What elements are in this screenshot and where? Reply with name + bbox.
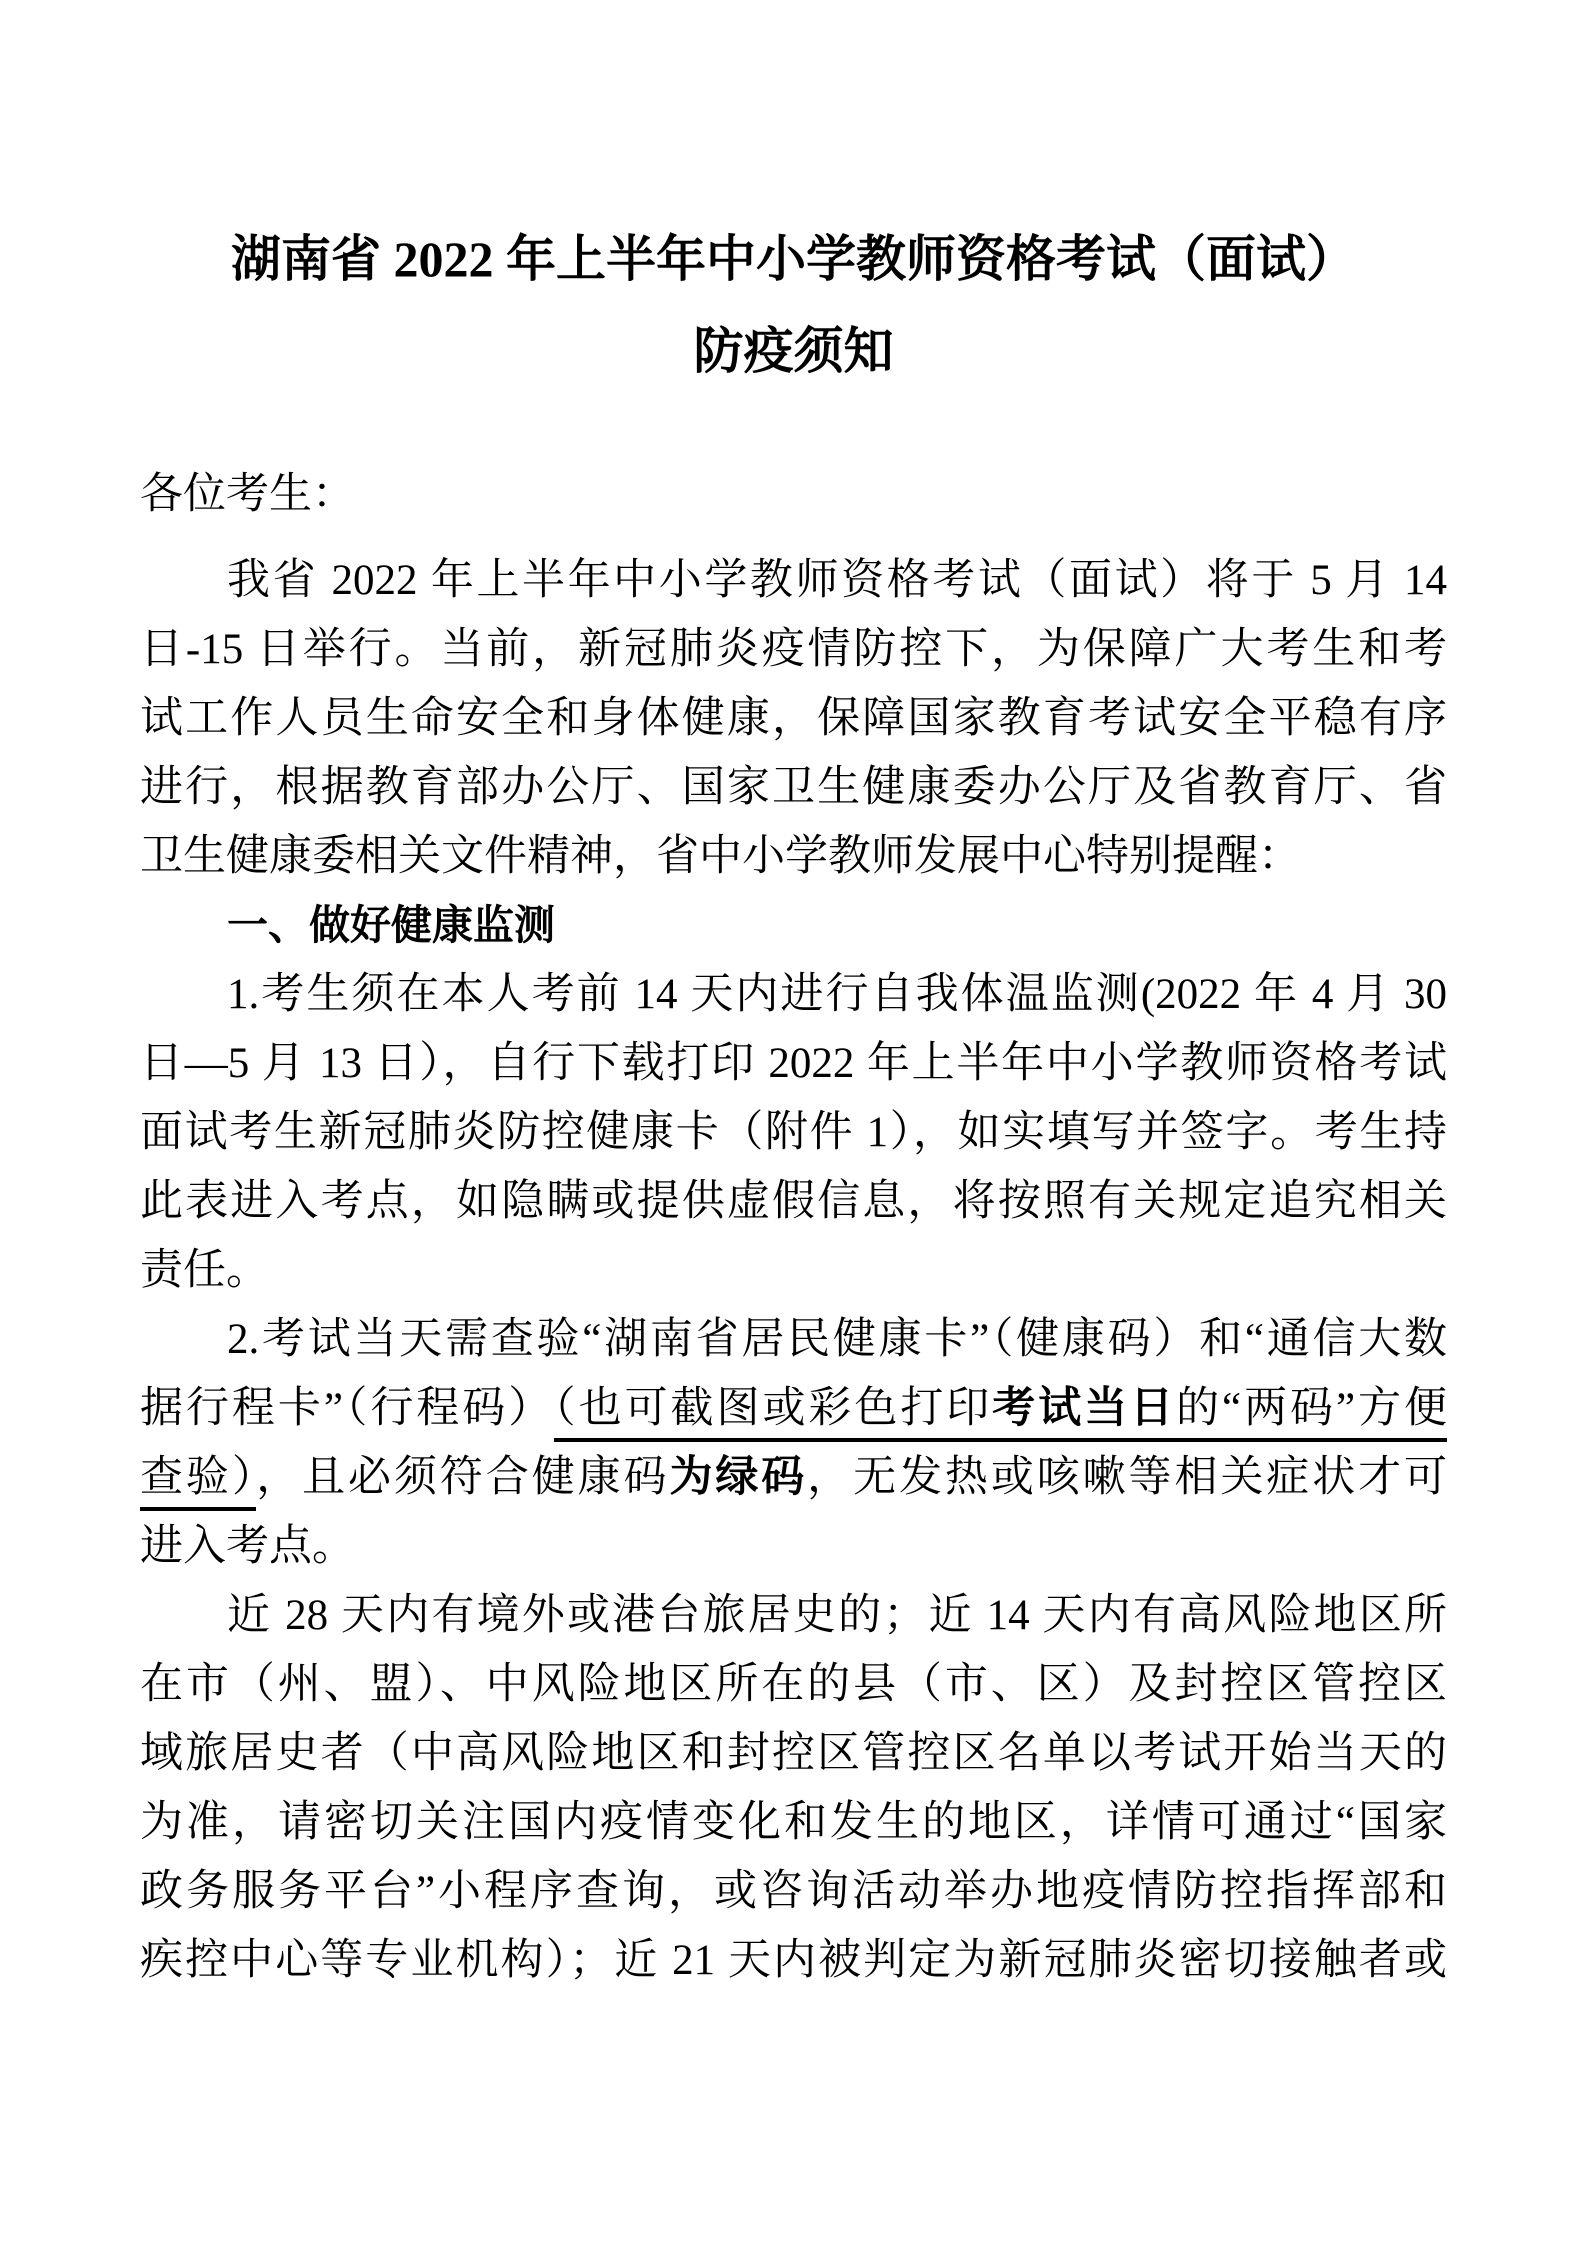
document-title-line2: 防疫须知 (693, 323, 894, 379)
text-segment: 此表进入考点，如隐瞒或提供虚假信息，将按照有关规定追究相关 (140, 1178, 1447, 1225)
text-line (140, 1374, 1447, 1443)
text-segment: 一、做好健康监测 (227, 902, 555, 948)
text-segment: 在市（州、盟）、中风险地区所在的县（市、区）及封控区管控区 (140, 1661, 1447, 1708)
text-segment: ，无发热或咳嗽等相关症状才可 (807, 1454, 1448, 1501)
text-segment: 疾控中心等专业机构）；近 21 天内被判定为新冠肺炎密切接触者或 (140, 1937, 1447, 1984)
text-line (140, 1098, 1447, 1167)
text-segment: 的“两码”方便 (1176, 1385, 1447, 1442)
text-line (140, 1788, 1447, 1857)
text-segment: 日—5 月 13 日），自行下载打印 2022 年上半年中小学教师资格考试 (140, 1040, 1447, 1087)
document-title-line1: 湖南省 2022 年上半年中小学教师资格考试（面试） (231, 231, 1356, 287)
text-segment: 日-15 日举行。当前，新冠肺炎疫情防控下，为保障广大考生和考 (140, 626, 1447, 673)
text-segment: 据行程卡”（行程码） (140, 1385, 555, 1432)
text-line (140, 1236, 1447, 1305)
text-line (140, 1581, 1447, 1650)
document-body (140, 546, 1447, 1995)
text-line (140, 753, 1447, 822)
text-segment: 近 28 天内有境外或港台旅居史的；近 14 天内有高风险地区所 (227, 1592, 1447, 1639)
text-line (140, 1857, 1447, 1926)
text-line (140, 1167, 1447, 1236)
text-line (140, 684, 1447, 753)
text-line (140, 1512, 1447, 1581)
text-line (140, 1443, 1447, 1512)
document-title (0, 213, 1587, 397)
text-segment: 政务服务平台”小程序查询，或咨询活动举办地疫情防控指挥部和 (140, 1868, 1447, 1915)
text-segment: 卫生健康委相关文件精神，省中小学教师发展中心特别提醒： (140, 833, 1301, 880)
text-line (140, 1029, 1447, 1098)
text-segment: （也可截图或彩色打印 (554, 1385, 992, 1442)
text-line (140, 960, 1447, 1029)
text-line (140, 822, 1447, 891)
text-line (140, 1926, 1447, 1995)
text-segment: 责任。 (140, 1247, 269, 1294)
text-segment: 进行，根据教育部办公厅、国家卫生健康委办公厅及省教育厅、省 (140, 764, 1447, 811)
text-segment: ，且必须符合健康码 (256, 1454, 670, 1501)
text-line (140, 1650, 1447, 1719)
document-body-container (140, 460, 1447, 1995)
text-segment: 2.考试当天需查验“湖南省居民健康卡”（健康码）和“通信大数 (227, 1316, 1447, 1363)
text-line (140, 1305, 1447, 1374)
text-segment: 查验） (140, 1454, 256, 1511)
text-segment: 为准，请密切关注国内疫情变化和发生的地区，详情可通过“国家 (140, 1799, 1447, 1846)
text-segment: 试工作人员生命安全和身体健康，保障国家教育考试安全平稳有序 (140, 695, 1447, 742)
text-segment: 面试考生新冠肺炎防控健康卡（附件 1），如实填写并签字。考生持 (140, 1109, 1447, 1156)
text-segment: 为绿码 (669, 1454, 808, 1501)
section-heading (140, 891, 1447, 960)
text-segment: 我省 2022 年上半年中小学教师资格考试（面试）将于 5 月 14 (227, 557, 1447, 604)
text-segment: 进入考点。 (140, 1523, 355, 1570)
salutation: 各位考生： (140, 471, 355, 518)
text-segment: 域旅居史者（中高风险地区和封控区管控区名单以考试开始当天的 (140, 1730, 1447, 1777)
text-line (140, 546, 1447, 615)
text-segment: 1.考生须在本人考前 14 天内进行自我体温监测(2022 年 4 月 30 (227, 971, 1447, 1018)
text-line (140, 615, 1447, 684)
text-segment: 考试当日 (992, 1385, 1176, 1442)
text-line (140, 1719, 1447, 1788)
